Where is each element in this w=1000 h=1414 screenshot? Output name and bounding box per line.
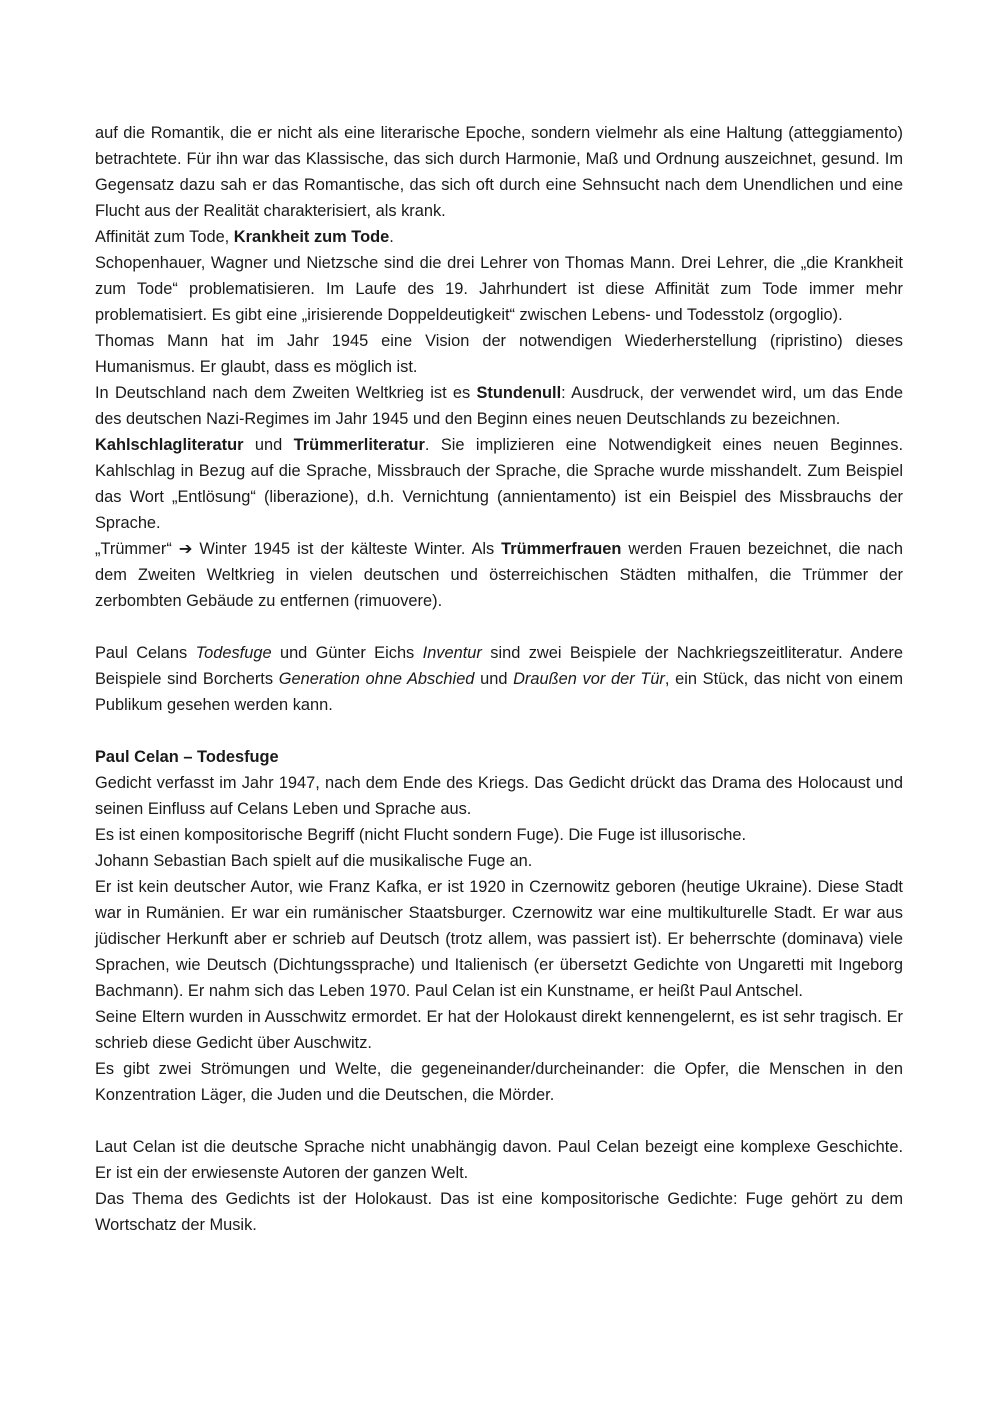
section-heading: Paul Celan – Todesfuge — [95, 748, 279, 766]
text-run: Affinität zum Tode, — [95, 228, 234, 246]
paragraph-sprache: Laut Celan ist die deutsche Sprache nicht unabhängig davon. Paul Celan bezeigt eine komplexe Geschichte. Er ist ein der erwiesenste Autoren der ganzen Welt. — [95, 1138, 903, 1182]
paragraph-gedicht: Gedicht verfasst im Jahr 1947, nach dem Ende des Kriegs. Das Gedicht drückt das Drama des Holocaust und seinen Einfluss auf Celans Leben und Sprache aus. — [95, 774, 903, 818]
italic-title-draussen-vor-der-tuer: Draußen vor der Tür — [513, 670, 665, 688]
paragraph-eltern: Seine Eltern wurden in Ausschwitz ermordet. Er hat der Holokaust direkt kennengelernt, es ist sehr tragisch. Er schrieb diese Gedicht über Auschwitz. — [95, 1008, 903, 1052]
text-run: und Günter Eichs — [271, 644, 423, 662]
paragraph-spacer — [95, 1108, 903, 1134]
paragraph-fuge: Es ist einen kompositorische Begriff (nicht Flucht sondern Fuge). Die Fuge ist illusorische. — [95, 826, 747, 844]
paragraph-truemmer — [95, 536, 903, 614]
italic-title-todesfuge: Todesfuge — [195, 644, 272, 662]
paragraph-romantik: auf die Romantik, die er nicht als eine literarische Epoche, sondern vielmehr als eine Haltung (atteggiamento) betrachtete. Für ihn war das Klassische, das sich durch Harmonie, Maß und Ordnung auszeichnet, gesund. Im Gegensatz dazu sah er das Romantische, das sich oft durch eine Sehnsucht nach dem Unendlichen und eine Flucht aus der Realität charakterisiert, als krank. — [95, 124, 903, 220]
italic-title-inventur: Inventur — [422, 644, 482, 662]
bold-term-kahlschlagliteratur: Kahlschlagliteratur — [95, 436, 244, 454]
bold-term-truemmerliteratur: Trümmerliteratur — [293, 436, 425, 454]
text-run: werden Frauen bezeichnet, die nach dem Zweiten Weltkrieg in vielen deutschen und österreichischen Städten mithalfen, die Trümmer der zerbombten Gebäude zu entfernen (rimuovere). — [95, 540, 903, 610]
text-run: und — [474, 670, 514, 688]
text-run: sind zwei Beispiele der Nachkriegszeitliteratur. Andere Beispiele sind Borcherts — [95, 644, 903, 688]
italic-title-generation-ohne-abschied: Generation ohne Abschied — [278, 670, 475, 688]
text-run: In Deutschland nach dem Zweiten Weltkrieg ist es — [95, 384, 477, 402]
paragraph-kahlschlag — [95, 432, 903, 536]
paragraph-spacer — [95, 718, 903, 744]
bold-term-krankheit-zum-tode: Krankheit zum Tode — [233, 228, 390, 246]
text-run: : Ausdruck, der verwendet wird, um das Ende des deutschen Nazi-Regimes im Jahr 1945 und den Beginn eines neuen Deutschlands zu bezeichnen. — [95, 384, 903, 428]
paragraph-spacer — [95, 614, 903, 640]
text-run: . — [389, 228, 394, 246]
document-page — [95, 120, 903, 1238]
paragraph-thomas-mann: Thomas Mann hat im Jahr 1945 eine Vision der notwendigen Wiederherstellung (ripristino) dieses Humanismus. Er glaubt, dass es möglich ist. — [95, 332, 903, 376]
paragraph-biografie: Er ist kein deutscher Autor, wie Franz Kafka, er ist 1920 in Czernowitz geboren (heutige Ukraine). Diese Stadt war in Rumänien. Er war ein rumänischer Staatsburger. Czernowitz war eine multikulturelle Stadt. Er war aus jüdischer Herkunft aber er schrieb auf Deutsch (trotz allem, was passiert ist). Er beherrschte (dominava) viele Sprachen, wie Deutsch (Dichtungssprache) und Italienisch (er übersetzt Gedichte von Ungaretti mit Ingeborg Bachmann). Er nahm sich das Leben 1970. Paul Celan ist ein Kunstname, er heißt Paul Antschel. — [95, 878, 903, 1000]
text-run: „Trümmer“ — [95, 540, 179, 558]
paragraph-stroemungen: Es gibt zwei Strömungen und Welte, die gegeneinander/durcheinander: die Opfer, die Menschen in den Konzentration Läger, die Juden und die Deutschen, die Mörder. — [95, 1060, 903, 1104]
paragraph-stundenull — [95, 380, 903, 432]
paragraph-bach: Johann Sebastian Bach spielt auf die musikalische Fuge an. — [95, 852, 533, 870]
text-run: und — [243, 436, 294, 454]
paragraph-nachkriegsliteratur — [95, 640, 903, 718]
bold-term-truemmerfrauen: Trümmerfrauen — [501, 540, 622, 558]
text-run: Paul Celans — [95, 644, 196, 662]
text-run: , ein Stück, das nicht von einem Publikum gesehen werden kann. — [95, 670, 903, 714]
paragraph-schopenhauer: Schopenhauer, Wagner und Nietzsche sind die drei Lehrer von Thomas Mann. Drei Lehrer, die „die Krankheit zum Tode“ problematisieren. Im Laufe des 19. Jahrhundert ist diese Affinität zum Tode immer mehr problematisiert. Es gibt eine „irisierende Doppeldeutigkeit“ zwischen Lebens- und Todesstolz (orgoglio). — [95, 254, 903, 324]
paragraph-thema: Das Thema des Gedichts ist der Holokaust. Das ist eine kompositorische Gedichte: Fuge gehört zu dem Wortschatz der Musik. — [95, 1190, 903, 1234]
bold-term-stundenull: Stundenull — [476, 384, 562, 402]
arrow-right-icon: ➔ — [178, 540, 193, 558]
paragraph-affinitaet — [95, 224, 903, 250]
text-run: . Sie implizieren eine Notwendigkeit eines neuen Beginnes. Kahlschlag in Bezug auf die Sprache, Missbrauch der Sprache, die Sprache wurde misshandelt. Zum Beispiel das Wort „Entlösung“ (liberazione), d.h. Vernichtung (annientamento) ist ein Beispiel des Missbrauchs der Sprache. — [95, 436, 903, 532]
text-run: Winter 1945 ist der kälteste Winter. Als — [192, 540, 502, 558]
